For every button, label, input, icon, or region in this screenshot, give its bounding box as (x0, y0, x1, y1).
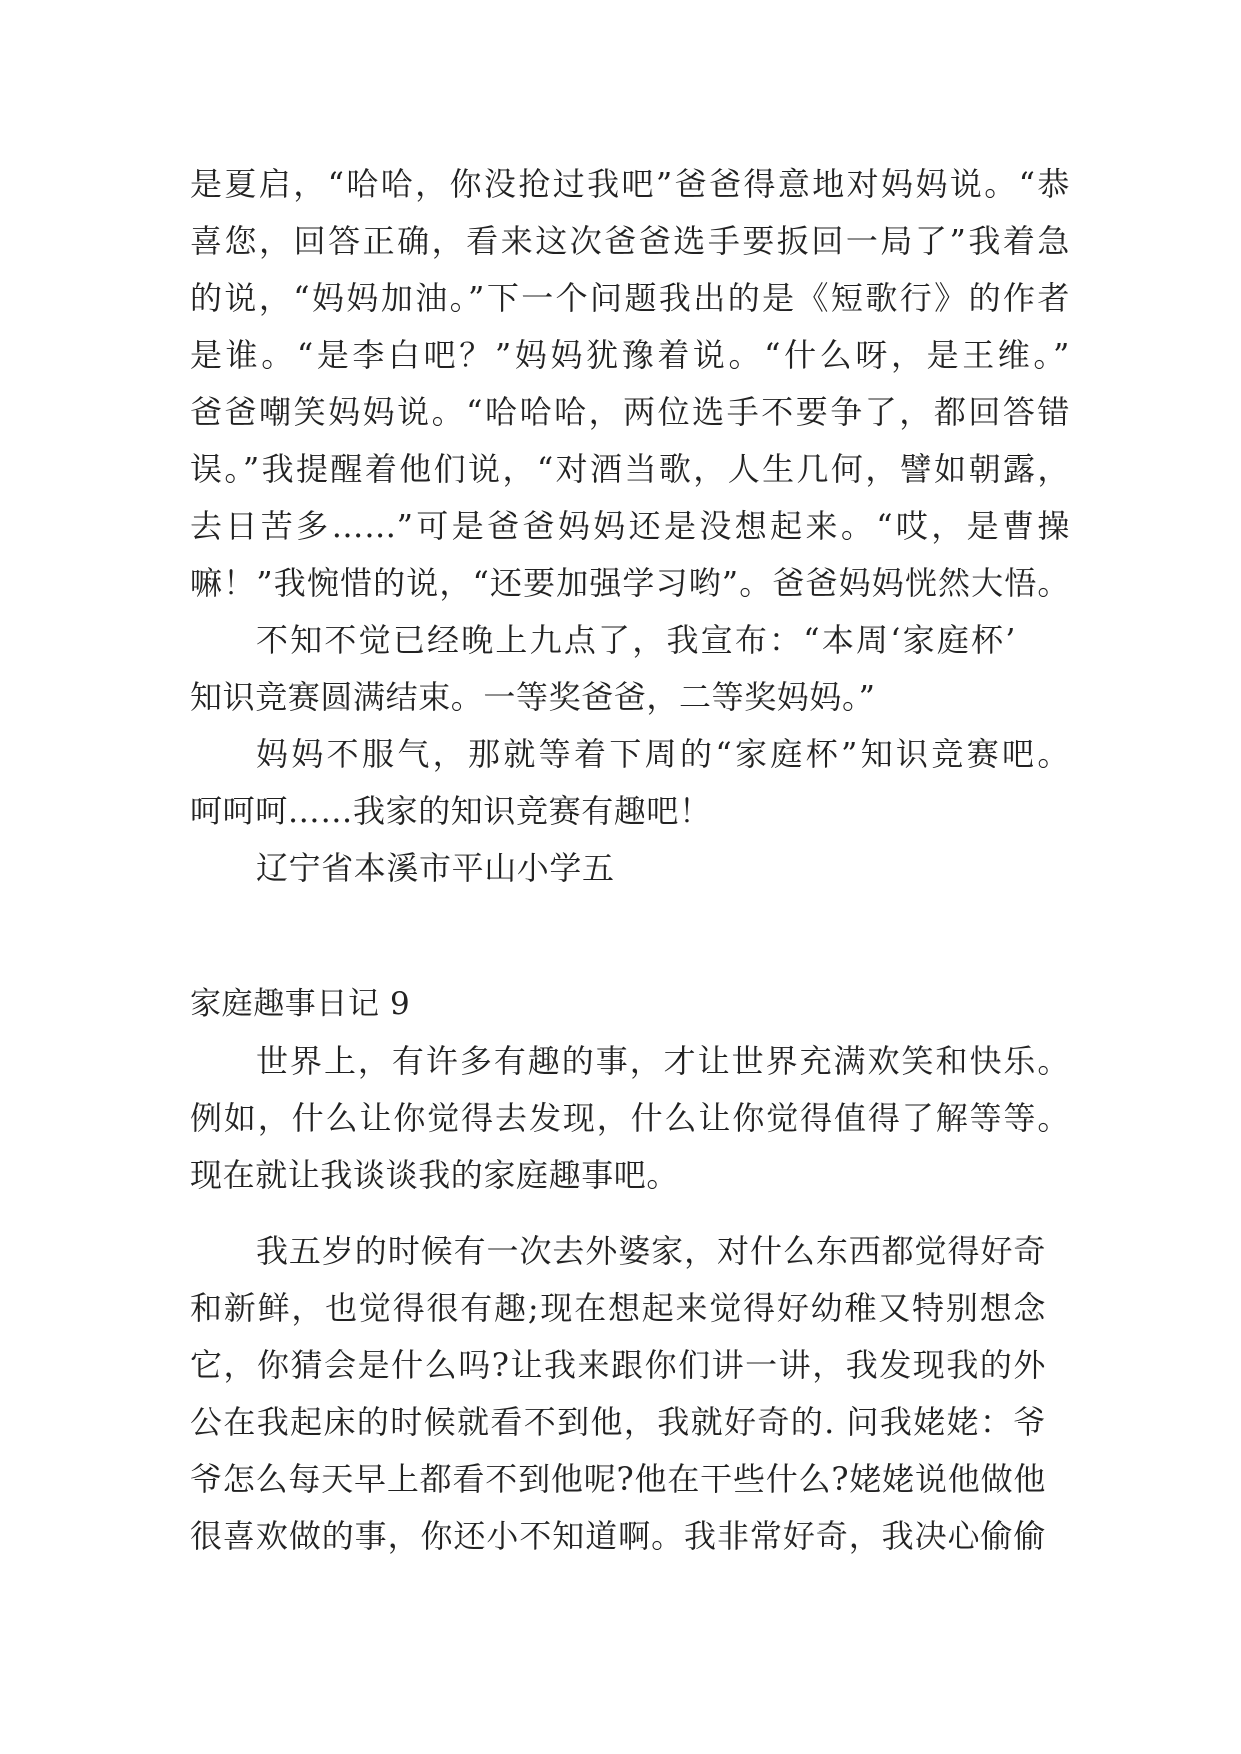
paragraph-line: 爸爸嘲笑妈妈说。“哈哈哈，两位选手不要争了，都回答错 (190, 393, 1070, 431)
paragraph-line: 它，你猜会是什么吗?让我来跟你们讲一讲，我发现我的外 (190, 1346, 1046, 1384)
paragraph-line: 呵呵呵……我家的知识竞赛有趣吧！ (190, 792, 712, 830)
paragraph-line: 嘛！”我惋惜的说，“还要加强学习哟”。爸爸妈妈恍然大悟。 (190, 564, 1070, 602)
paragraph-line: 不知不觉已经晚上九点了，我宣布：“本周‘家庭杯’ (256, 621, 1016, 659)
paragraph-line: 误。”我提醒着他们说，“对酒当歌，人生几何，譬如朝露， (190, 450, 1070, 488)
paragraph-line: 现在就让我谈谈我的家庭趣事吧。 (190, 1156, 680, 1194)
section-title: 家庭趣事日记 9 (190, 986, 411, 1022)
paragraph-line: 公在我起床的时候就看不到他，我就好奇的. 问我姥姥：爷 (190, 1403, 1046, 1441)
paragraph-line: 爷怎么每天早上都看不到他呢?他在干些什么?姥姥说他做他 (190, 1460, 1046, 1498)
paragraph-line: 很喜欢做的事，你还小不知道啊。我非常好奇，我决心偷偷 (190, 1517, 1046, 1555)
paragraph-line: 知识竞赛圆满结束。一等奖爸爸，二等奖妈妈。” (190, 678, 876, 716)
paragraph-line: 和新鲜，也觉得很有趣;现在想起来觉得好幼稚又特别想念 (190, 1289, 1046, 1327)
paragraph-line: 是谁。“是李白吧？”妈妈犹豫着说。“什么呀，是王维。” (190, 336, 1070, 374)
paragraph-line: 妈妈不服气，那就等着下周的“家庭杯”知识竞赛吧。 (256, 735, 1070, 773)
paragraph-line: 喜您，回答正确，看来这次爸爸选手要扳回一局了”我着急 (190, 222, 1070, 260)
paragraph-line: 世界上，有许多有趣的事，才让世界充满欢笑和快乐。 (256, 1042, 1070, 1080)
paragraph-line: 是夏启，“哈哈，你没抢过我吧”爸爸得意地对妈妈说。“恭 (190, 165, 1070, 203)
paragraph-line: 去日苦多……”可是爸爸妈妈还是没想起来。“哎，是曹操 (190, 507, 1070, 545)
paragraph-line: 辽宁省本溪市平山小学五 (256, 849, 615, 887)
paragraph-line: 例如，什么让你觉得去发现，什么让你觉得值得了解等等。 (190, 1099, 1070, 1137)
paragraph-line: 的说，“妈妈加油。”下一个问题我出的是《短歌行》的作者 (190, 279, 1070, 317)
paragraph-line: 我五岁的时候有一次去外婆家，对什么东西都觉得好奇 (256, 1232, 1046, 1270)
